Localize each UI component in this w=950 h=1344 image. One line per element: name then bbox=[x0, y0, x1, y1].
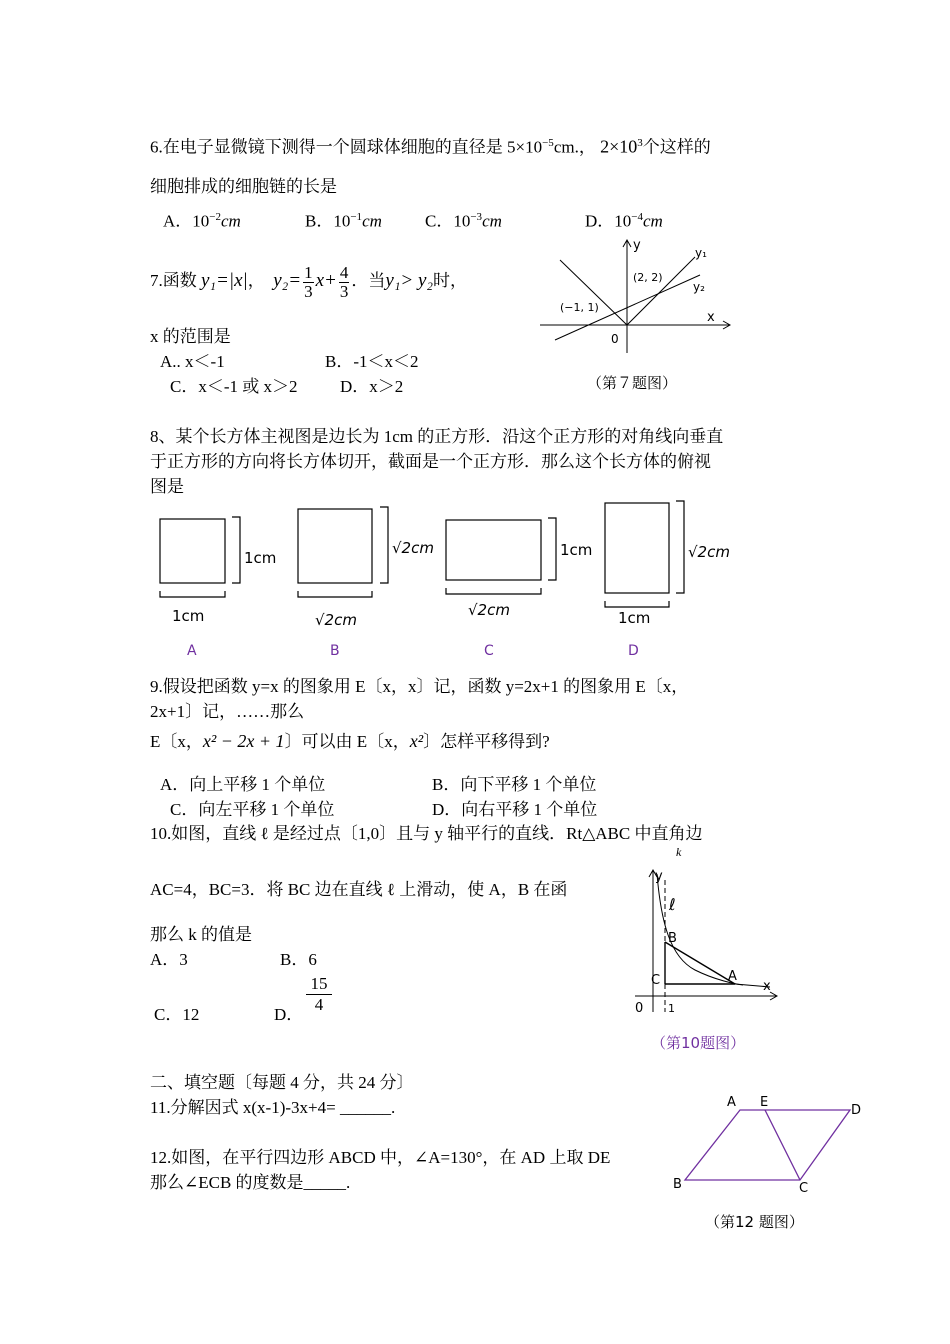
q10-c-label: C bbox=[651, 973, 661, 988]
q8-b-bottom-bracket bbox=[298, 591, 372, 597]
q6-line2: 细胞排成的细胞链的长是 bbox=[150, 177, 337, 196]
q9-option-b[interactable]: B．向下平移 1 个单位 bbox=[432, 775, 597, 794]
q8-b-square bbox=[298, 509, 372, 583]
q7-option-c[interactable]: C．x＜-1 或 x＞2 bbox=[170, 377, 298, 396]
q6-option-d[interactable]: D．$10^{-4}cm$ bbox=[585, 211, 663, 231]
q8-d-side-label: √2cm bbox=[688, 543, 730, 561]
q8-c-side-label: 1cm bbox=[560, 541, 593, 559]
q10-line3: 那么 k 的值是 bbox=[150, 925, 252, 944]
q8-d-bottom-label: 1cm bbox=[618, 609, 651, 627]
q8-c-bottom-label: √2cm bbox=[468, 601, 510, 619]
q10-l-label: ℓ bbox=[669, 895, 676, 914]
q7-x-label: x bbox=[707, 310, 715, 325]
q10-caption: （第10题图） bbox=[651, 1034, 746, 1052]
q7-point-m11: (−1, 1) bbox=[560, 301, 599, 314]
q7-y1-label: y₁ bbox=[695, 246, 707, 260]
q8-b-side-label: √2cm bbox=[392, 539, 434, 557]
q8-a-square bbox=[160, 519, 225, 583]
q10-a-label: A bbox=[728, 969, 737, 984]
q12-label-d: D bbox=[851, 1103, 862, 1118]
q8-b-bottom-label: √2cm bbox=[315, 611, 357, 629]
q7-line-y1-left bbox=[560, 260, 627, 325]
q11-line: 11.分解因式 x(x-1)-3x+4= ______. bbox=[150, 1098, 396, 1117]
q12-label-c: C bbox=[799, 1181, 809, 1196]
q9-line3: E〔x，x² − 2x + 1〕可以由 E〔x，x²〕怎样平移得到? bbox=[150, 731, 550, 751]
q12-label-a: A bbox=[727, 1095, 736, 1110]
q12-caption: （第12 题图） bbox=[705, 1213, 804, 1231]
q8-line3: 图是 bbox=[150, 477, 184, 496]
q8-d-bottom-bracket bbox=[605, 601, 669, 607]
q7-line-y1-right bbox=[627, 257, 695, 325]
q7-caption: （第７题图） bbox=[587, 374, 678, 392]
q9-option-a[interactable]: A．向上平移 1 个单位 bbox=[160, 775, 326, 794]
q10-figure bbox=[625, 862, 785, 1062]
q10-k-fragment: k bbox=[676, 845, 682, 859]
q8-line2: 于正方形的方向将长方体切开，截面是一个正方形．那么这个长方体的俯视 bbox=[150, 452, 711, 471]
q10-option-d-fraction: 15 4 bbox=[306, 974, 332, 1015]
q8-a-side-bracket bbox=[232, 517, 240, 583]
q10-line2: AC=4，BC=3．将 BC 边在直线 ℓ 上滑动，使 A，B 在函 bbox=[150, 880, 568, 899]
q8-letter-b: B bbox=[330, 643, 340, 659]
q9-option-c[interactable]: C．向左平移 1 个单位 bbox=[170, 800, 335, 819]
q6-line1: 6.在电子显微镜下测得一个圆球体细胞的直径是 $5\times 10^{-5}cm$.， $2\times 10^3$个这样的 bbox=[150, 136, 711, 157]
q12-line1: 12.如图，在平行四边形 ABCD 中，∠A=130°，在 AD 上取 DE bbox=[150, 1148, 611, 1167]
q7-y-label: y bbox=[633, 238, 641, 253]
q8-a-side-label: 1cm bbox=[244, 549, 277, 567]
q12-segment-ec bbox=[765, 1110, 800, 1180]
section2-title: 二、填空题〔每题 4 分，共 24 分〕 bbox=[150, 1073, 414, 1092]
q12-line2: 那么∠ECB 的度数是_____. bbox=[150, 1173, 351, 1192]
q7-line1: 7.函数 y₁=|x|， y₂= $\frac{1}{3}$ x+ $\frac{4}{3}$ ．当y₁> y₂时， bbox=[150, 262, 468, 301]
q10-option-d[interactable]: D． bbox=[274, 1005, 304, 1024]
q8-b-side-bracket bbox=[380, 507, 388, 583]
q8-figures bbox=[150, 495, 750, 665]
q7-option-d[interactable]: D．x＞2 bbox=[340, 377, 404, 396]
q7-y2-label: y₂ bbox=[693, 280, 705, 294]
q8-d-rect bbox=[605, 503, 669, 593]
q6-option-c[interactable]: C．$10^{-3}cm$ bbox=[425, 211, 502, 231]
q8-a-bottom-label: 1cm bbox=[172, 607, 205, 625]
q10-origin-label: 0 bbox=[635, 1001, 644, 1016]
q7-line2: x 的范围是 bbox=[150, 327, 231, 346]
q10-y-label: y bbox=[655, 869, 663, 884]
q6-option-b[interactable]: B．$10^{-1}cm$ bbox=[305, 211, 382, 231]
q8-a-bottom-bracket bbox=[160, 591, 225, 597]
q9-line1: 9.假设把函数 y=x 的图象用 E〔x，x〕记，函数 y=2x+1 的图象用 E〔x， bbox=[150, 677, 689, 696]
q9-option-d[interactable]: D．向右平移 1 个单位 bbox=[432, 800, 598, 819]
q6-option-a[interactable]: A．$10^{-2}cm$ bbox=[163, 211, 241, 231]
q10-line1: 10.如图，直线 ℓ 是经过点〔1,0〕且与 y 轴平行的直线．Rt△ABC 中直角边 bbox=[150, 824, 703, 843]
q12-parallelogram bbox=[685, 1110, 850, 1180]
q10-one-label: 1 bbox=[668, 1002, 675, 1015]
q8-c-rect bbox=[446, 520, 541, 580]
q10-b-label: B bbox=[668, 931, 677, 946]
q10-x-label: x bbox=[763, 979, 771, 994]
q10-option-c[interactable]: C．12 bbox=[154, 1005, 200, 1024]
q7-origin-label: 0 bbox=[611, 332, 619, 346]
q10-option-a[interactable]: A．3 bbox=[150, 950, 188, 969]
q7-figure bbox=[535, 235, 740, 400]
q7-point-22: (2, 2) bbox=[633, 271, 663, 284]
q12-label-e: E bbox=[760, 1095, 769, 1110]
q8-letter-d: D bbox=[628, 643, 639, 659]
q8-line1: 8、某个长方体主视图是边长为 1cm 的正方形．沿这个正方形的对角线向垂直 bbox=[150, 427, 724, 446]
q8-c-side-bracket bbox=[548, 518, 556, 580]
q10-option-b[interactable]: B．6 bbox=[280, 950, 317, 969]
q7-option-b[interactable]: B．-1＜x＜2 bbox=[325, 352, 419, 371]
q8-d-side-bracket bbox=[676, 501, 684, 593]
q12-label-b: B bbox=[673, 1177, 682, 1192]
q8-letter-a: A bbox=[187, 643, 197, 659]
q12-figure bbox=[665, 1090, 865, 1235]
q8-letter-c: C bbox=[484, 643, 494, 659]
q7-option-a[interactable]: A.. x＜-1 bbox=[160, 352, 225, 371]
q8-c-bottom-bracket bbox=[446, 588, 541, 594]
q9-line2: 2x+1〕记，……那么 bbox=[150, 702, 305, 721]
q10-side-ab bbox=[665, 942, 735, 984]
